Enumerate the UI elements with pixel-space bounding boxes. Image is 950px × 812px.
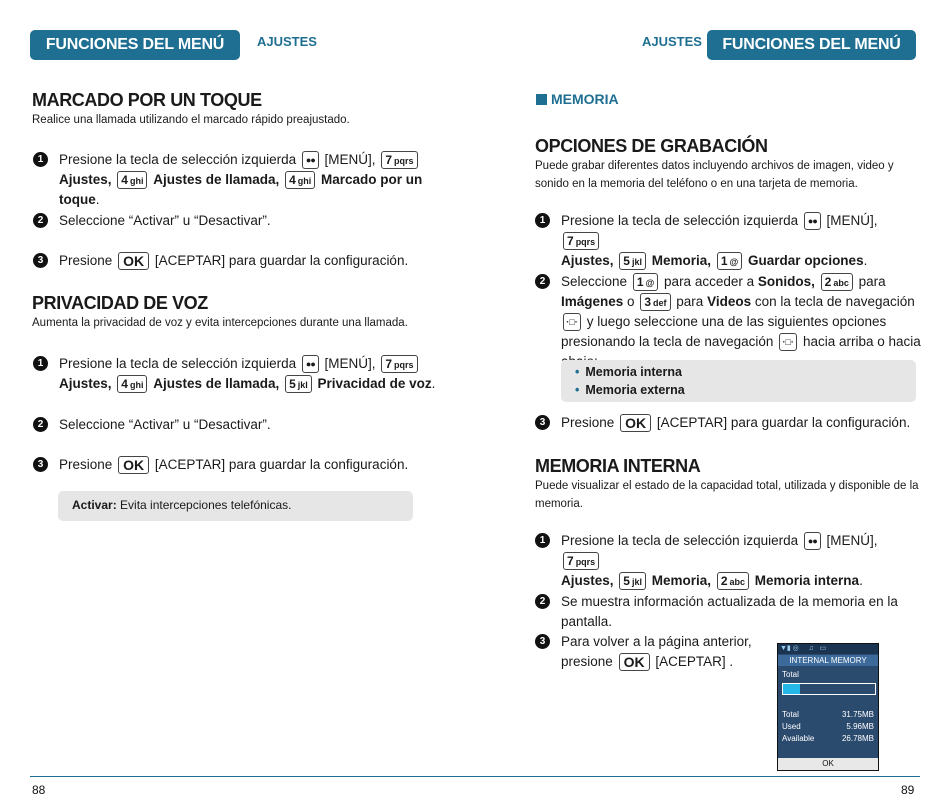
key-7-icon: 7 pqrs bbox=[563, 232, 599, 250]
step-number: 3 bbox=[535, 634, 550, 649]
step-number: 1 bbox=[33, 356, 48, 371]
step-number: 2 bbox=[535, 594, 550, 609]
softkey-icon: ●● bbox=[302, 355, 319, 373]
section-description: Puede visualizar el estado de la capacidad total, utilizada y disponible de la memoria. bbox=[535, 480, 919, 510]
phone-memory-row: Used 5.96MB bbox=[782, 722, 874, 731]
key-5-icon: 5 jkl bbox=[619, 572, 646, 590]
header-pill: FUNCIONES DEL MENÚ bbox=[30, 30, 240, 60]
softkey-icon: ●● bbox=[804, 532, 821, 550]
option-item: • Memoria externa bbox=[575, 381, 685, 399]
phone-memory-row: Total 31.75MB bbox=[782, 710, 874, 719]
option-item: • Memoria interna bbox=[575, 363, 685, 381]
page-number: 89 bbox=[901, 783, 915, 797]
step-2: 2 Seleccione “Activar” u “Desactivar”. bbox=[59, 211, 459, 231]
ok-key-icon: OK bbox=[620, 414, 651, 432]
key-1-icon: 1 @ bbox=[717, 252, 742, 270]
memoria-label: MEMORIA bbox=[536, 91, 619, 107]
step-1: 1 Presione la tecla de selección izquierda ●● [MENÚ], 7 pqrs Ajustes, 5 jkl Memoria, 2 abc Memoria interna. bbox=[561, 531, 921, 591]
phone-memory-row: Available 26.78MB bbox=[782, 734, 874, 743]
key-4-icon: 4 ghi bbox=[285, 171, 315, 189]
phone-status-bar: ▼▮ ◎ ♫ ▭ bbox=[778, 644, 878, 654]
section-tag: AJUSTES bbox=[257, 34, 317, 49]
key-3-icon: 3 def bbox=[640, 293, 670, 311]
step-3: 3 Presione OK [ACEPTAR] para guardar la configuración. bbox=[59, 455, 459, 475]
section-title: MARCADO POR UN TOQUE bbox=[32, 90, 262, 110]
step-number: 2 bbox=[33, 213, 48, 228]
step-1: 1 Presione la tecla de selección izquierda ●● [MENÚ], 7 pqrs Ajustes, 4 ghi Ajustes de llamada, 4 ghi Marcado por un toque. bbox=[59, 150, 459, 210]
step-number: 2 bbox=[535, 274, 550, 289]
section-title: PRIVACIDAD DE VOZ bbox=[32, 293, 208, 313]
nav-key-icon: ·□· bbox=[563, 313, 581, 331]
key-7-icon: 7 pqrs bbox=[381, 355, 417, 373]
options-list bbox=[575, 363, 685, 399]
note-label: Activar: bbox=[72, 498, 117, 512]
nav-key-icon: ·□· bbox=[779, 333, 797, 351]
section-description: Realice una llamada utilizando el marcado rápido preajustado. bbox=[32, 114, 350, 126]
step-3: 3 Presione OK [ACEPTAR] para guardar la configuración. bbox=[561, 413, 921, 433]
options-box bbox=[561, 360, 916, 402]
key-2-icon: 2 abc bbox=[717, 572, 749, 590]
key-7-icon: 7 pqrs bbox=[381, 151, 417, 169]
step-number: 3 bbox=[33, 253, 48, 268]
section-title: OPCIONES DE GRABACIÓN bbox=[535, 136, 768, 156]
phone-screen-illustration bbox=[777, 643, 879, 771]
step-2: 2 Se muestra información actualizada de la memoria en la pantalla. bbox=[561, 592, 921, 632]
step-number: 1 bbox=[33, 152, 48, 167]
step-1: 1 Presione la tecla de selección izquierda ●● [MENÚ], 7 pqrs Ajustes, 4 ghi Ajustes de llamada, 5 jkl Privacidad de voz. bbox=[59, 354, 459, 394]
header-pill: FUNCIONES DEL MENÚ bbox=[707, 30, 916, 60]
step-number: 1 bbox=[535, 213, 550, 228]
step-number: 2 bbox=[33, 417, 48, 432]
key-5-icon: 5 jkl bbox=[285, 375, 312, 393]
section-description: Puede grabar diferentes datos incluyendo archivos de imagen, video y sonido en la memoria del teléfono o en una tarjeta de memoria. bbox=[535, 160, 894, 190]
ok-key-icon: OK bbox=[619, 653, 650, 671]
ok-key-icon: OK bbox=[118, 252, 149, 270]
page-number: 88 bbox=[32, 783, 46, 797]
footer-divider bbox=[30, 776, 920, 777]
step-2: 2 Seleccione 1 @ para acceder a Sonidos, 2 abc para Imágenes o 3 def para Videos con la tecla de navegación ·□· y luego seleccione una de las siguientes opciones presionando la tecla de navegación ·□· hacia arriba o hacia bbox=[561, 272, 921, 372]
key-7-icon: 7 pqrs bbox=[563, 552, 599, 570]
step-number: 3 bbox=[33, 457, 48, 472]
step-3: 3 Para volver a la página anterior, presione OK [ACEPTAR] . bbox=[561, 632, 761, 672]
key-2-icon: 2 abc bbox=[821, 273, 853, 291]
section-description: Aumenta la privacidad de voz y evita intercepciones durante una llamada. bbox=[32, 317, 408, 329]
step-number: 3 bbox=[535, 415, 550, 430]
note-text: Evita intercepciones telefónicas. bbox=[120, 498, 292, 512]
softkey-icon: ●● bbox=[804, 212, 821, 230]
phone-screen-title: INTERNAL MEMORY bbox=[778, 655, 878, 666]
section-tag: AJUSTES bbox=[642, 34, 702, 49]
softkey-icon: ●● bbox=[302, 151, 319, 169]
step-1: 1 Presione la tecla de selección izquierda ●● [MENÚ], 7 pqrs Ajustes, 5 jkl Memoria, 1 @ Guardar opciones. bbox=[561, 211, 921, 271]
section-title: MEMORIA INTERNA bbox=[535, 456, 701, 476]
phone-total-label: Total bbox=[782, 670, 799, 679]
phone-memory-bar-fill bbox=[783, 684, 800, 694]
key-5-icon: 5 jkl bbox=[619, 252, 646, 270]
step-number: 1 bbox=[535, 533, 550, 548]
key-4-icon: 4 ghi bbox=[117, 171, 147, 189]
square-bullet-icon bbox=[536, 94, 547, 105]
step-3: 3 Presione OK [ACEPTAR] para guardar la configuración. bbox=[59, 251, 459, 271]
step-2: 2 Seleccione “Activar” u “Desactivar”. bbox=[59, 415, 459, 435]
key-4-icon: 4 ghi bbox=[117, 375, 147, 393]
phone-ok-softkey: OK bbox=[778, 758, 878, 770]
note-box bbox=[58, 491, 413, 521]
ok-key-icon: OK bbox=[118, 456, 149, 474]
phone-memory-bar bbox=[782, 683, 876, 695]
key-1-icon: 1 @ bbox=[633, 273, 658, 291]
